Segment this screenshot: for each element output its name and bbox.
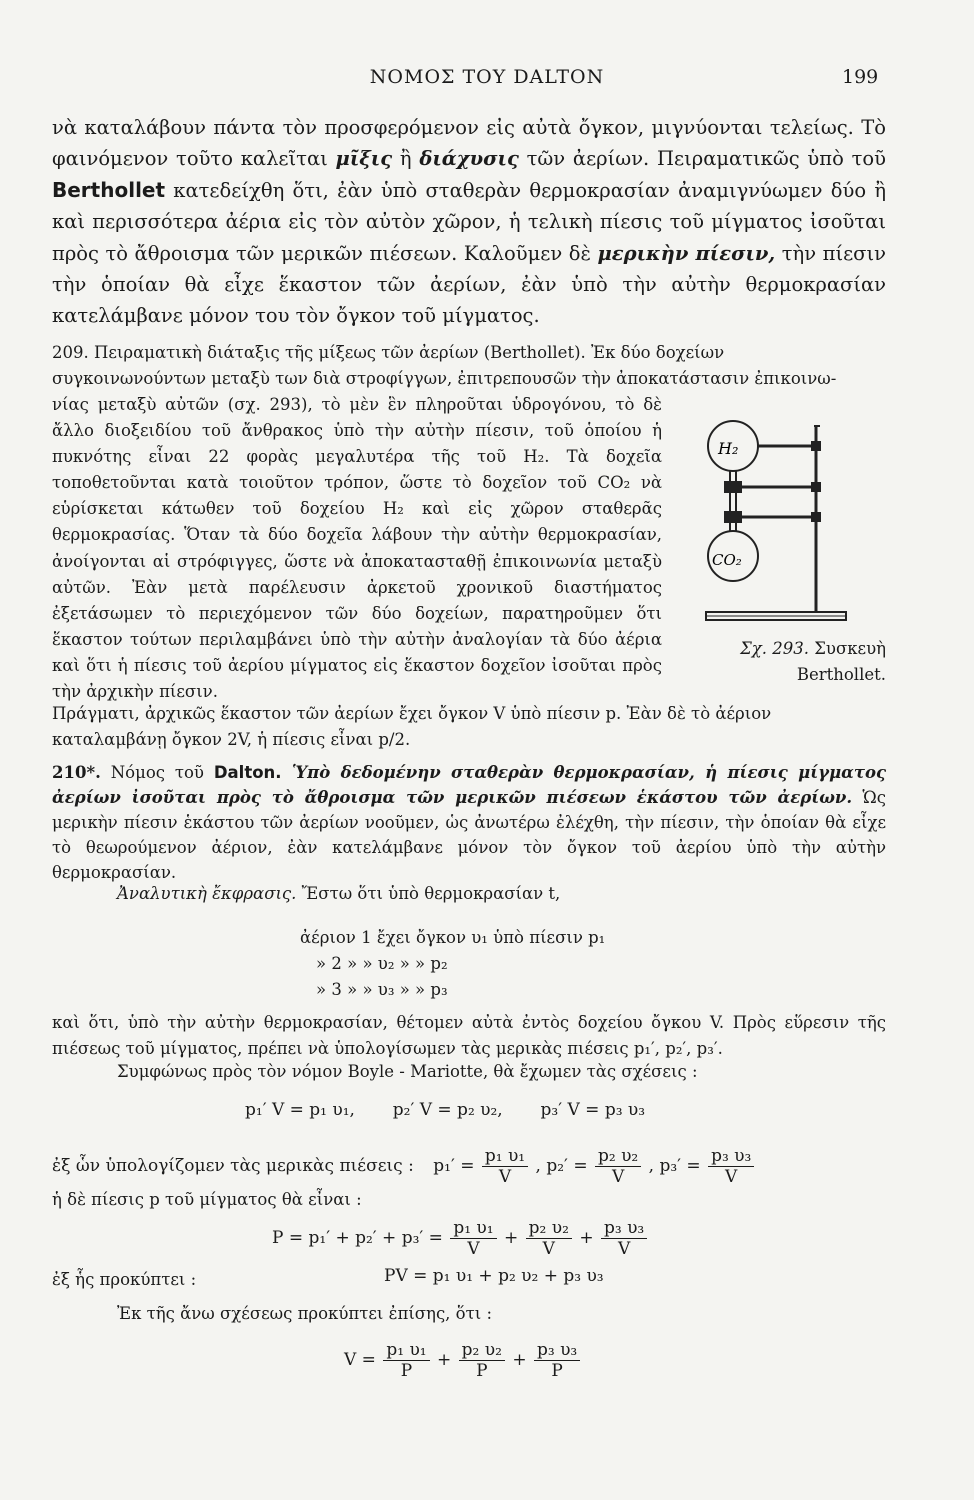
caption-name: Berthollet. bbox=[796, 665, 886, 684]
emphasis-diffusion: διάχυσις bbox=[419, 147, 519, 171]
gas-volume: υ₁ bbox=[471, 928, 488, 947]
plus: + bbox=[579, 1228, 594, 1248]
analytic-label: Ἀναλυτικὴ ἔκφρασις. bbox=[117, 884, 297, 903]
section-209-line2: συγκοινωνούντων μεταξὺ των διὰ στροφίγγων, ἐπιτρεπουσῶν τὴν ἀποκατάστασιν ἐπικοινω- bbox=[52, 369, 837, 388]
numerator: p₁ υ₁ bbox=[383, 1340, 429, 1361]
dalton-law-statement: Ὑπὸ δεδομένην σταθερὰν θερμοκρασίαν, ἡ πίεσις μίγματος ἀερίων ἰσοῦται πρὸς τὸ ἄθροισμα τῶν μερικῶν πιέσεων ἑκάστου τῶν ἀερίων. bbox=[52, 763, 887, 807]
denominator: V bbox=[611, 1167, 625, 1187]
caption-text: Συσκευὴ bbox=[814, 639, 886, 658]
eq3-lhs: P = p₁′ + p₂′ + p₃′ = bbox=[272, 1228, 443, 1248]
eq2-p2: , p₂′ = bbox=[535, 1156, 588, 1176]
gas-volume: υ₃ bbox=[377, 980, 395, 999]
gas-pressure-word: » » bbox=[399, 954, 426, 973]
gas-list-row bbox=[316, 954, 448, 973]
fraction bbox=[595, 1146, 641, 1187]
fraction bbox=[450, 1218, 496, 1259]
fraction bbox=[601, 1218, 647, 1259]
section-210-title: Νόμος τοῦ bbox=[110, 763, 214, 782]
section-210-number: 210*. bbox=[52, 763, 101, 782]
text: τὴν πίεσιν τὴν ὁποίαν θὰ εἶχε ἕκαστον τῶν ἀερίων, ἐὰν ὑπὸ τὴν αὐτὴν θερμοκρασίαν κατελάμβανε μόνον του τὸν ὄγκον τοῦ μίγματος. bbox=[52, 241, 886, 328]
equation-total-pressure bbox=[272, 1218, 649, 1259]
equation-partial-pressures bbox=[52, 1146, 756, 1187]
numerator: p₃ υ₃ bbox=[708, 1146, 754, 1167]
text: νὰ καταλάβουν πάντα τὸν προσφερόμενον εἰς αὐτὰ ὄγκον, μιγνύονται τελείως. Τὸ φαινόμενον τοῦτο καλεῖται bbox=[52, 116, 886, 171]
eq2-p1: p₁′ = bbox=[433, 1156, 475, 1176]
denominator: V bbox=[498, 1167, 512, 1187]
section-210-text: Ὡς μερικὴν πίεσιν ἑκάστου τῶν ἀερίων νοοῦμεν, ὡς ἀνωτέρω ἐλέχθη, τὴν πίεσιν, τὴν ὁποίαν θὰ εἶχε τὸ θεωρούμενον ἀέριον, ἐὰν κατελάμβανε μόνον τὸν ὄγκον τοῦ ἀερίου ὑπὸ τὴν αὐτὴν θερμοκρασίαν. bbox=[52, 788, 887, 882]
gas-volume-word: » » bbox=[347, 980, 373, 999]
fraction bbox=[459, 1340, 505, 1381]
emphasis-mixis: μῖξις bbox=[335, 147, 393, 171]
berthollet-apparatus-figure bbox=[686, 416, 886, 646]
denominator: V bbox=[467, 1239, 480, 1259]
section-209-body: νίας μεταξὺ αὐτῶν (σχ. 293), τὸ μὲν ἓν πληροῦται ὑδρογόνου, τὸ δὲ ἄλλο διοξειδίου τοῦ ἄνθρακος ὑπὸ τὴν αὐτὴν πίεσιν, τοῦ ὁποίου ἡ πυκνότης εἶναι 22 φορὰς μεγαλυτέρα τῆς τοῦ H₂. Τὰ δοχεῖα τοποθετοῦνται κατὰ τοιοῦτον τρόπον, ὥστε τὸ δοχεῖον τοῦ CO₂ νὰ εὑρίσκεται κάτωθεν τοῦ δοχείου H₂ καὶ εἰς χῶρον σταθερᾶς θερμοκρασίας. Ὅταν τὰ δύο δοχεῖα λάβουν τὴν αὐτὴν θερμοκρασίαν, ἀνοίγονται αἱ στρόφιγγες, ὥστε νὰ ἀποκατασταθῇ ἐπικοινωνία μεταξὺ αὐτῶν. Ἐὰν μετὰ παρέλευσιν ἀρκετοῦ χρονικοῦ διαστήματος ἐξετάσωμεν τὸ περιεχόμενον τῶν δύο δοχείων, παρατηροῦμεν ὅτι ἕκαστον τούτων περιλαμβάνει ὑπὸ τὴν αὐτὴν ἀναλογίαν τὰ δύο ἀέρια καὶ ὅτι ἡ πίεσις τοῦ ἀερίου μίγματος εἰς ἕκαστον δοχεῖον ἰσοῦται πρὸς τὴν ἀρχικὴν πίεσιν. bbox=[52, 395, 662, 702]
gas-word: » bbox=[316, 980, 327, 999]
numerator: p₂ υ₂ bbox=[526, 1218, 572, 1239]
gas-pressure-word: ὑπὸ πίεσιν bbox=[493, 928, 583, 947]
denominator: V bbox=[542, 1239, 555, 1259]
page-number: 199 bbox=[842, 66, 879, 88]
section-210-title-name: Dalton. bbox=[213, 763, 282, 782]
denominator: P bbox=[551, 1361, 563, 1381]
fraction bbox=[383, 1340, 429, 1381]
text: ἢ bbox=[392, 147, 420, 171]
fraction bbox=[482, 1146, 528, 1187]
numerator: p₁ υ₁ bbox=[450, 1218, 496, 1239]
gas-list-row bbox=[316, 980, 448, 999]
gas-pressure: p₃ bbox=[430, 980, 448, 999]
caption-number: Σχ. 293. bbox=[740, 639, 809, 658]
gas-word: ἀέριον bbox=[300, 928, 356, 947]
gas-word: » bbox=[316, 954, 327, 973]
numerator: p₂ υ₂ bbox=[595, 1146, 641, 1167]
gas-volume: υ₂ bbox=[377, 954, 395, 973]
text-after-list: καὶ ὅτι, ὑπὸ τὴν αὐτὴν θερμοκρασίαν, θέτομεν αὐτὰ ἐντὸς δοχείου ὄγκου V. Πρὸς εὕρεσιν τῆς πιέσεως τοῦ μίγματος, πρέπει νὰ ὑπολογίσωμεν τὰς μερικὰς πιέσεις p₁′, p₂′, p₃′. bbox=[52, 1013, 886, 1058]
plus: + bbox=[437, 1350, 452, 1370]
text: τῶν ἀερίων. Πειραματικῶς ὑπὸ τοῦ bbox=[518, 147, 886, 171]
analytic-expression bbox=[117, 884, 560, 903]
equation-volume bbox=[344, 1340, 582, 1381]
figure-caption bbox=[690, 636, 886, 688]
section-210 bbox=[52, 760, 886, 885]
denominator: V bbox=[725, 1167, 738, 1187]
text: κατεδείχθη ὅτι, ἐὰν ὑπὸ σταθερὰν θερμοκρασίαν ἀναμιγνύωμεν δύο ἢ καὶ περισσότερα ἀέρια εἰς τὸν αὐτὸν χῶρον, ἡ τελικὴ πίεσις τοῦ μίγματος ἰσοῦται πρὸς τὸ ἄθροισμα τῶν μερικῶν πιέσεων. Καλοῦμεν δὲ bbox=[52, 178, 886, 265]
paragraph-intro bbox=[52, 112, 886, 332]
fraction bbox=[534, 1340, 580, 1381]
gas-pressure: p₁ bbox=[588, 928, 606, 947]
stopcock-upper bbox=[724, 481, 742, 493]
page-header-title: ΝΟΜΟΣ ΤΟΥ DALTON bbox=[369, 66, 605, 88]
denominator: V bbox=[617, 1239, 631, 1259]
numerator: p₂ υ₂ bbox=[459, 1340, 505, 1361]
gas-list-row bbox=[300, 928, 605, 947]
fraction bbox=[708, 1146, 754, 1187]
plus: + bbox=[504, 1228, 519, 1248]
denominator: P bbox=[476, 1361, 488, 1381]
gas-index: 3 bbox=[331, 980, 342, 999]
eq5-lhs: V = bbox=[344, 1350, 376, 1370]
label-co2: CO₂ bbox=[712, 551, 742, 569]
boyle-mariotte-text: Συμφώνως πρὸς τὸν νόμον Boyle - Mariotte, θὰ ἔχωμεν τὰς σχέσεις : bbox=[117, 1062, 698, 1081]
equation-pv: PV = p₁ υ₁ + p₂ υ₂ + p₃ υ₃ bbox=[384, 1266, 604, 1286]
eq4-label: ἐξ ἧς προκύπτει : bbox=[52, 1270, 197, 1289]
gas-pressure: p₂ bbox=[430, 954, 448, 973]
gas-index: 2 bbox=[331, 954, 342, 973]
eq5-label: Ἐκ τῆς ἄνω σχέσεως προκύπτει ἐπίσης, ὅτι : bbox=[117, 1304, 493, 1323]
label-h2: H₂ bbox=[718, 439, 739, 458]
section-209-heading: 209. Πειραματικὴ διάταξις τῆς μίξεως τῶν ἀερίων (Berthollet). Ἐκ δύο δοχείων bbox=[52, 343, 725, 362]
gas-index: 1 bbox=[361, 928, 372, 947]
denominator: P bbox=[400, 1361, 413, 1381]
eq2-p3: , p₃′ = bbox=[648, 1156, 701, 1176]
emphasis-partial-pressure: μερικὴν πίεσιν, bbox=[597, 241, 776, 265]
eq3-label: ἡ δὲ πίεσις p τοῦ μίγματος θὰ εἶναι : bbox=[52, 1190, 362, 1209]
gas-volume-word: » » bbox=[347, 954, 373, 973]
numerator: p₃ υ₃ bbox=[601, 1218, 647, 1239]
gas-pressure-word: » » bbox=[399, 980, 426, 999]
equation-boyle: p₁′ V = p₁ υ₁, p₂′ V = p₂ υ₂, p₃′ V = p₃ υ₃ bbox=[245, 1100, 646, 1120]
fraction bbox=[526, 1218, 572, 1259]
plus: + bbox=[512, 1350, 527, 1370]
numerator: p₃ υ₃ bbox=[534, 1340, 580, 1361]
name-berthollet: Berthollet bbox=[52, 177, 166, 202]
stopcock-lower bbox=[724, 511, 742, 523]
analytic-text: Ἔστω ὅτι ὑπὸ θερμοκρασίαν t, bbox=[296, 884, 561, 903]
section-209-tail: Πράγματι, ἀρχικῶς ἕκαστον τῶν ἀερίων ἔχει ὄγκον V ὑπὸ πίεσιν p. Ἐὰν δὲ τὸ ἀέριον καταλαμβάνῃ ὄγκον 2V, ἡ πίεσις εἶναι p/2. bbox=[52, 704, 772, 749]
numerator: p₁ υ₁ bbox=[482, 1146, 528, 1167]
eq2-label: ἐξ ὧν ὑπολογίζομεν τὰς μερικὰς πιέσεις : bbox=[52, 1156, 414, 1176]
gas-volume-word: ἔχει ὄγκον bbox=[376, 928, 467, 947]
